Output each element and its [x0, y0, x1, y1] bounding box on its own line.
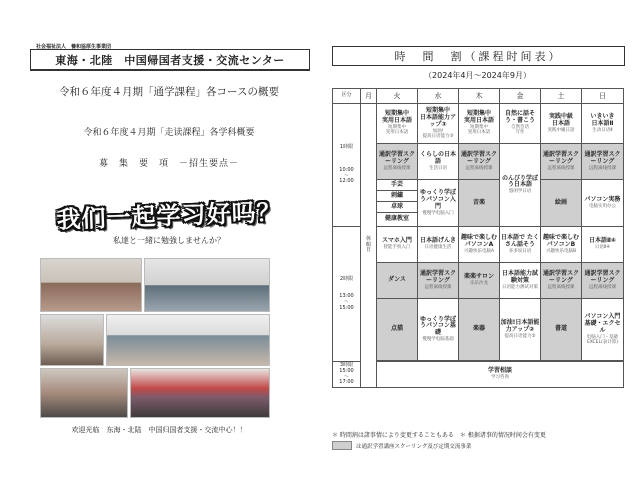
- cell-p1-wed-b: くらしの日本語 生活日语: [418, 144, 459, 180]
- legend-swatch: [332, 441, 352, 450]
- cell-p3-study-consult: 学習相談 学习咨询: [377, 362, 624, 388]
- header-sun: 日: [582, 89, 624, 104]
- org-name: 社会福祉法人 養和協厚生事業団: [36, 44, 112, 50]
- cell-p1-fri-a: 自然に話そう・書こう 自然会话 写作: [500, 104, 541, 144]
- header-mon: 月: [361, 89, 377, 104]
- cell-p1-sun-c: パソコン実務 电脑实用办公: [582, 180, 624, 227]
- classroom-photo: [40, 258, 142, 312]
- cell-p1-thu-a: 短期集中 実用日本語 短期集中 実用日本語: [459, 104, 500, 144]
- cell-p2-tue-b: ダンス: [377, 263, 418, 299]
- cell-p1-thu-c: 音楽: [459, 180, 500, 227]
- cell-p2-sun-c: パソコン入門基礎・エクセル 电脑入门・基础 EXCEL(表计算): [582, 299, 624, 361]
- p2-row-c: [333, 299, 624, 361]
- cell-p1-tue-d: 卓球: [377, 202, 418, 213]
- cell-p1-tue-b: 通訳学習スクーリング 远程离线授课: [377, 144, 418, 180]
- cell-p2-wed-c: ゆっくり学ぼうパソコン基礎 慢慢学电脑基础: [418, 299, 459, 361]
- subtitle-japanese: 令和６年度４月期「通学課程」各コースの概要: [59, 86, 279, 98]
- left-page: [0, 0, 318, 480]
- recruitment-heading: 募 集 要 項 －招生要点－: [98, 159, 239, 169]
- cell-p2-sat-a: 趣味で楽しむ パソコンB 兴趣快乐电脑B: [541, 227, 582, 263]
- p1-row-b: [333, 144, 624, 180]
- cell-p1-sun-b: 通訳学習スクーリング 远程离线授课: [582, 144, 624, 180]
- cell-p2-sat-b: 通訳学習スクーリング 远程离线授课: [541, 263, 582, 299]
- cell-p2-thu-a: 趣味で楽しむ パソコンA 兴趣快乐电脑A: [459, 227, 500, 263]
- cell-p1-sat-c: 絵画: [541, 180, 582, 227]
- cell-p2-thu-c: 楽器: [459, 299, 500, 361]
- header-fri: 金: [500, 89, 541, 104]
- cell-p1-sat-b: 通訳学習スクーリング 远程离线授课: [541, 144, 582, 180]
- period-2-time: 2時限 13:00 ～ 15:00: [333, 227, 361, 362]
- cell-p1-wed-a: 短期集中 日本語能力アップ③ 加油! 提高日语能力③: [418, 104, 459, 144]
- p1-row-c: [333, 180, 624, 191]
- cell-p1-fri-b: のんびり学ぼう日本語 悠闲学日语: [500, 144, 541, 227]
- monday-closed: 休 館 日: [361, 104, 377, 388]
- tagline: 私達と一緒に勉強しませんか？: [113, 236, 225, 245]
- group-photo: [130, 368, 270, 418]
- cell-p1-sun-a: いきいき 日本語Ⅱ 生动日语Ⅱ: [582, 104, 624, 144]
- cell-p2-fri-c: 加油!日本語能力アップ② 提高日语能力②: [500, 299, 541, 361]
- header-sat: 土: [541, 89, 582, 104]
- timetable-header-row: [333, 89, 624, 104]
- timetable-note: ＊ 時間割は諸事情により変更することもある ＊ 根据诸事的情况时间会有变更: [332, 432, 546, 439]
- cell-p2-tue-a: スマホ入門 智能手机入门: [377, 227, 418, 263]
- lecture-photo: [144, 258, 270, 312]
- cell-p1-wed-c: ゆっくり学ぼうパソコン入門 慢慢学电脑入门: [418, 180, 459, 227]
- group-activity-photo: [40, 368, 128, 418]
- study-photo: [40, 314, 104, 366]
- footer-welcome: 欢迎光临 东海・北陆 中国归国者支援・交流中心！！: [71, 426, 247, 434]
- cell-p2-fri-b: 日本語能力試験対策 日语能力测试对策: [500, 263, 541, 299]
- cell-p1-tue-a: 短期集中 実用日本語 短期集中 実用日本語: [377, 104, 418, 144]
- cell-p1-thu-b: 通訳学習スクーリング 远程离线授课: [459, 144, 500, 180]
- cell-p1-tue-c2: 刺繍: [377, 191, 418, 202]
- timetable: [332, 88, 624, 388]
- period-1-time: 1時限 10:00 ～ 12:00: [333, 104, 361, 227]
- p3-row: [333, 362, 624, 388]
- cell-p2-sun-a: 日本語Ⅱ④ 日语Ⅱ④: [582, 227, 624, 263]
- header-thu: 木: [459, 89, 500, 104]
- timetable-period: （2024年4月～2024年9月）: [424, 71, 531, 80]
- cell-p1-tue-e: 健康教室: [377, 213, 418, 227]
- cell-p1-sat-a: 実践中級 日本語 実践中級日語: [541, 104, 582, 144]
- seminar-photo: [106, 314, 270, 366]
- p1-row-a: [333, 104, 624, 144]
- cell-p2-wed-a: 日本語げんき 日语健康生活: [418, 227, 459, 263]
- cell-p1-tue-c: 手芸: [377, 180, 418, 191]
- header-category: 区分: [333, 89, 361, 104]
- right-page: [322, 0, 640, 480]
- cell-p2-tue-c: 点描: [377, 299, 418, 361]
- subtitle-chinese: 令和６年度４月期「走读課程」各学科概要: [83, 128, 255, 138]
- cell-p2-sun-b: 通訳学習スクーリング 远程离线授课: [582, 263, 624, 299]
- cell-p2-sat-c: 書道: [541, 299, 582, 361]
- period-3-time: 3時限 15:00 ～ 17:00: [333, 362, 361, 388]
- timetable-title: 時 間 割（課程时间表）: [332, 46, 625, 66]
- center-title: 東海・北陸 中国帰国者支援・交流センター: [30, 49, 310, 71]
- banner-slogan: 我们一起学习好吗？: [56, 198, 283, 234]
- photo-collage: [40, 258, 268, 418]
- cell-p2-thu-b: 楽楽サロン 乐乐沙龙: [459, 263, 500, 299]
- p2-row-b: [333, 263, 624, 299]
- legend-text: は通訳学習講座スクーリング及び定期交流事業: [356, 443, 472, 450]
- header-wed: 水: [418, 89, 459, 104]
- cell-p2-wed-b: 通訳学習スクーリング 远程离线授课: [418, 263, 459, 299]
- cell-p2-fri-a: 日本語で たくさん話そう 多多说日语: [500, 227, 541, 263]
- legend: [332, 441, 632, 450]
- header-tue: 火: [377, 89, 418, 104]
